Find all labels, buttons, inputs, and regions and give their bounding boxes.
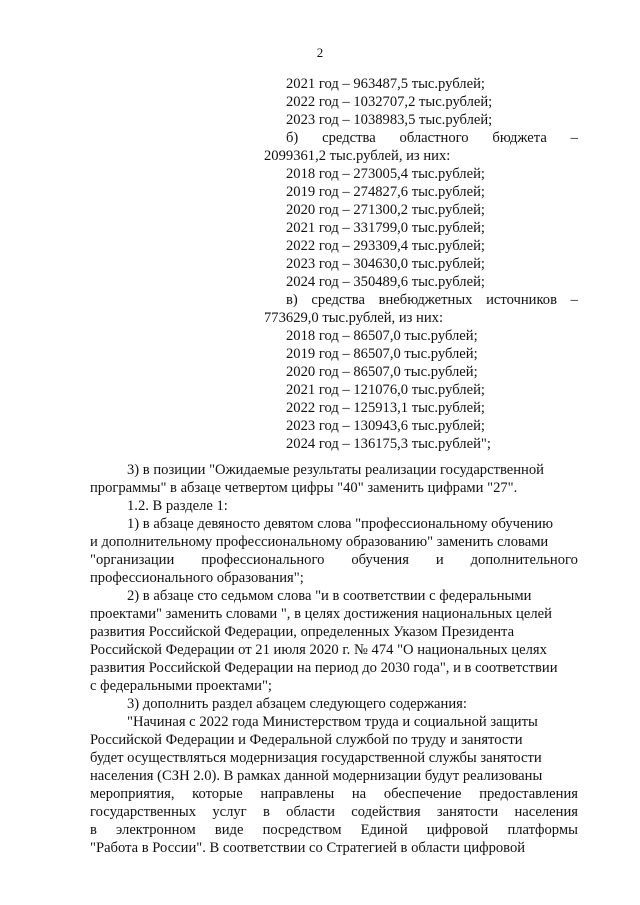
- extrabudget-year-2023: 2023 год – 130943,6 тыс.рублей;: [286, 418, 485, 434]
- amend2-line2: проектами" заменить словами ", в целях достижения национальных целей: [90, 606, 552, 622]
- amend1-line2: и дополнительному профессиональному образованию" заменить словами: [90, 534, 549, 550]
- regional-year-2022: 2022 год – 293309,4 тыс.рублей;: [286, 238, 485, 254]
- extrabudget-year-2024: 2024 год – 136175,3 тыс.рублей";: [286, 436, 491, 452]
- federal-year-2021: 2021 год – 963487,5 тыс.рублей;: [286, 76, 485, 92]
- amend2-line5: развития Российской Федерации на период до 2030 года", и в соответствии: [90, 660, 558, 676]
- amend1-line4: профессионального образования";: [90, 570, 304, 586]
- extrabudget-year-2021: 2021 год – 121076,0 тыс.рублей;: [286, 382, 485, 398]
- amend2-line1: 2) в абзаце сто седьмом слова "и в соответствии с федеральными: [127, 588, 532, 604]
- amend1-line1: 1) в абзаце девяносто девятом слова "профессиональному обучению: [127, 516, 553, 532]
- regional-total: 2099361,2 тыс.рублей, из них:: [264, 148, 451, 164]
- item3-line1: 3) в позиции "Ожидаемые результаты реализации государственной: [127, 462, 544, 478]
- quote-line3: будет осуществляться модернизация государственной службы занятости: [90, 750, 542, 766]
- quote-line6: государственных услуг в области содействия занятости населения: [90, 804, 578, 820]
- amend1-line3: "организации профессионального обучения и дополнительного: [90, 552, 578, 568]
- federal-year-2023: 2023 год – 1038983,5 тыс.рублей;: [286, 112, 493, 128]
- amend2-line4: Российской Федерации от 21 июля 2020 г. № 474 "О национальных целях: [90, 642, 547, 658]
- extrabudget-year-2022: 2022 год – 125913,1 тыс.рублей;: [286, 400, 485, 416]
- regional-year-2024: 2024 год – 350489,6 тыс.рублей;: [286, 274, 485, 290]
- amend2-line3: развития Российской Федерации, определенных Указом Президента: [90, 624, 515, 640]
- item3-line2: программы" в абзаце четвертом цифры "40" заменить цифрами "27".: [90, 480, 518, 496]
- quote-line7: в электронном виде посредством Единой цифровой платформы: [90, 822, 578, 838]
- extrabudget-year-2020: 2020 год – 86507,0 тыс.рублей;: [286, 364, 478, 380]
- quote-line8: "Работа в России". В соответствии со Стратегией в области цифровой: [90, 840, 526, 856]
- extrabudget-year-2019: 2019 год – 86507,0 тыс.рублей;: [286, 346, 478, 362]
- section-1-2-heading: 1.2. В разделе 1:: [127, 498, 228, 514]
- quote-line1: "Начиная с 2022 года Министерством труда и социальной защиты: [127, 714, 538, 730]
- extrabudget-year-2018: 2018 год – 86507,0 тыс.рублей;: [286, 328, 478, 344]
- regional-heading: б) средства областного бюджета –: [286, 130, 578, 146]
- quote-line4: населения (СЗН 2.0). В рамках данной модернизации будут реализованы: [90, 768, 543, 784]
- extrabudget-total: 773629,0 тыс.рублей, из них:: [264, 310, 444, 326]
- extrabudget-heading: в) средства внебюджетных источников –: [286, 292, 578, 308]
- amend3-line1: 3) дополнить раздел абзацем следующего содержания:: [127, 696, 467, 712]
- quote-line5: мероприятия, которые направлены на обеспечение предоставления: [90, 786, 578, 802]
- federal-year-2022: 2022 год – 1032707,2 тыс.рублей;: [286, 94, 493, 110]
- amend2-line6: с федеральными проектами";: [90, 678, 272, 694]
- regional-year-2023: 2023 год – 304630,0 тыс.рублей;: [286, 256, 485, 272]
- page-number: 2: [316, 45, 324, 60]
- regional-year-2018: 2018 год – 273005,4 тыс.рублей;: [286, 166, 485, 182]
- regional-year-2020: 2020 год – 271300,2 тыс.рублей;: [286, 202, 485, 218]
- regional-year-2021: 2021 год – 331799,0 тыс.рублей;: [286, 220, 485, 236]
- regional-year-2019: 2019 год – 274827,6 тыс.рублей;: [286, 184, 485, 200]
- quote-line2: Российской Федерации и Федеральной службой по труду и занятости: [90, 732, 523, 748]
